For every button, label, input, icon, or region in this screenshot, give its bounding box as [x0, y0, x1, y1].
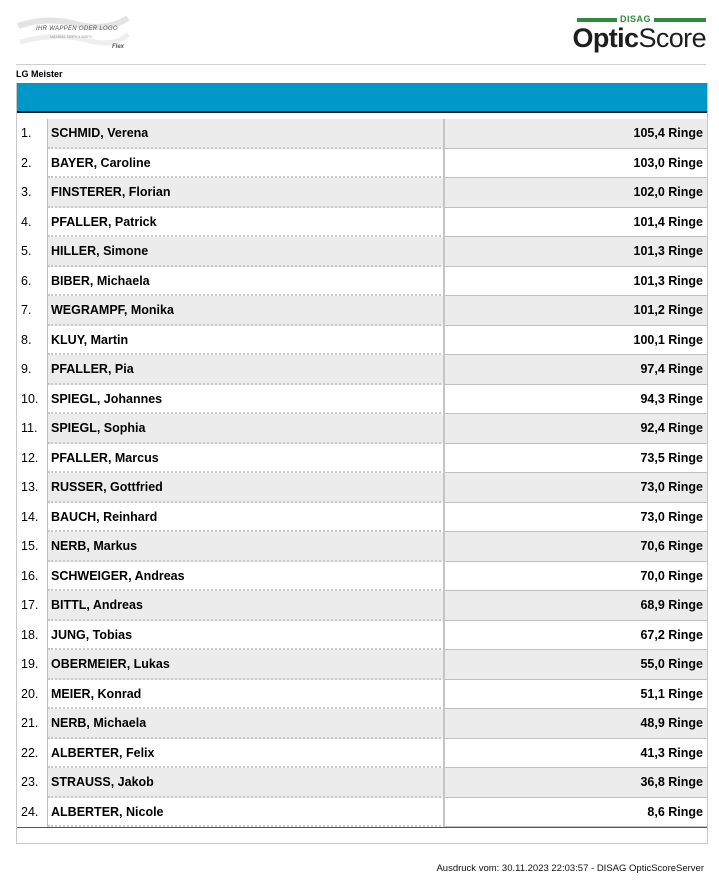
result-row [17, 562, 707, 592]
result-rank: 7. [17, 296, 48, 326]
result-rank: 22. [17, 739, 48, 769]
result-row [17, 237, 707, 267]
result-row [17, 326, 707, 356]
result-score: 73,5 Ringe [445, 444, 707, 474]
result-rank: 4. [17, 208, 48, 238]
result-row [17, 503, 707, 533]
result-rank: 14. [17, 503, 48, 533]
result-rank: 15. [17, 532, 48, 562]
result-score: 41,3 Ringe [445, 739, 707, 769]
result-row [17, 532, 707, 562]
brand-bar-right [654, 18, 706, 22]
result-score: 100,1 Ringe [445, 326, 707, 356]
result-score: 103,0 Ringe [445, 149, 707, 179]
result-score: 68,9 Ringe [445, 591, 707, 621]
result-rank: 17. [17, 591, 48, 621]
result-row [17, 119, 707, 149]
result-row [17, 208, 707, 238]
result-name: BAUCH, Reinhard [48, 503, 445, 533]
result-name: ALBERTER, Nicole [48, 798, 445, 828]
club-logo-placeholder [16, 12, 131, 56]
header-divider [16, 64, 706, 65]
table-footer-spacer [17, 828, 707, 844]
result-rank: 3. [17, 178, 48, 208]
result-rank: 6. [17, 267, 48, 297]
result-row [17, 355, 707, 385]
result-row [17, 680, 707, 710]
competition-title: LG Meister [16, 69, 63, 79]
result-rank: 19. [17, 650, 48, 680]
result-name: KLUY, Martin [48, 326, 445, 356]
result-name: BITTL, Andreas [48, 591, 445, 621]
result-rank: 20. [17, 680, 48, 710]
result-score: 101,3 Ringe [445, 267, 707, 297]
result-score: 105,4 Ringe [445, 119, 707, 149]
result-row [17, 650, 707, 680]
result-row [17, 621, 707, 651]
result-rank: 10. [17, 385, 48, 415]
result-score: 67,2 Ringe [445, 621, 707, 651]
result-row [17, 768, 707, 798]
result-score: 97,4 Ringe [445, 355, 707, 385]
logo-flex-text: Flex [112, 44, 125, 50]
brand-opticscore-text [572, 23, 706, 53]
brand-score: Score [638, 23, 706, 53]
result-row [17, 709, 707, 739]
result-row [17, 444, 707, 474]
result-score: 55,0 Ringe [445, 650, 707, 680]
result-name: RUSSER, Gottfried [48, 473, 445, 503]
result-row [17, 178, 707, 208]
result-row [17, 591, 707, 621]
results-table [16, 83, 708, 844]
disag-opticscore-logo [572, 15, 706, 55]
result-score: 94,3 Ringe [445, 385, 707, 415]
result-rank: 11. [17, 414, 48, 444]
brand-disag-text: DISAG [619, 14, 651, 24]
results-rows [17, 119, 707, 828]
result-rank: 2. [17, 149, 48, 179]
result-name: FINSTERER, Florian [48, 178, 445, 208]
result-name: JUNG, Tobias [48, 621, 445, 651]
result-name: SPIEGL, Johannes [48, 385, 445, 415]
result-score: 101,3 Ringe [445, 237, 707, 267]
result-rank: 12. [17, 444, 48, 474]
result-rank: 16. [17, 562, 48, 592]
result-name: SPIEGL, Sophia [48, 414, 445, 444]
result-row [17, 798, 707, 828]
results-header-bar [17, 83, 707, 113]
result-score: 92,4 Ringe [445, 414, 707, 444]
result-row [17, 739, 707, 769]
result-row [17, 414, 707, 444]
result-row [17, 149, 707, 179]
result-rank: 23. [17, 768, 48, 798]
print-footer: Ausdruck vom: 30.11.2023 22:03:57 - DISAG OpticScoreServer [436, 863, 704, 874]
result-name: STRAUSS, Jakob [48, 768, 445, 798]
result-score: 73,0 Ringe [445, 473, 707, 503]
logo-placeholder-text: IHR WAPPEN ODER LOGO [36, 26, 118, 32]
result-name: HILLER, Simone [48, 237, 445, 267]
result-rank: 9. [17, 355, 48, 385]
result-name: MEIER, Konrad [48, 680, 445, 710]
result-row [17, 385, 707, 415]
result-name: ALBERTER, Felix [48, 739, 445, 769]
result-name: WEGRAMPF, Monika [48, 296, 445, 326]
brand-optic: Optic [572, 23, 639, 53]
result-rank: 13. [17, 473, 48, 503]
result-name: SCHWEIGER, Andreas [48, 562, 445, 592]
logo-placeholder-subtext: MAXIMAL 150PX X 300PX [50, 35, 92, 39]
result-name: NERB, Markus [48, 532, 445, 562]
result-name: NERB, Michaela [48, 709, 445, 739]
result-row [17, 267, 707, 297]
result-name: BAYER, Caroline [48, 149, 445, 179]
result-row [17, 473, 707, 503]
result-name: SCHMID, Verena [48, 119, 445, 149]
result-score: 8,6 Ringe [445, 798, 707, 828]
result-row [17, 296, 707, 326]
result-name: PFALLER, Pia [48, 355, 445, 385]
result-score: 101,2 Ringe [445, 296, 707, 326]
result-score: 36,8 Ringe [445, 768, 707, 798]
result-name: BIBER, Michaela [48, 267, 445, 297]
result-score: 73,0 Ringe [445, 503, 707, 533]
result-score: 70,0 Ringe [445, 562, 707, 592]
result-rank: 21. [17, 709, 48, 739]
result-rank: 18. [17, 621, 48, 651]
result-rank: 8. [17, 326, 48, 356]
result-rank: 1. [17, 119, 48, 149]
result-rank: 5. [17, 237, 48, 267]
result-score: 51,1 Ringe [445, 680, 707, 710]
result-name: PFALLER, Marcus [48, 444, 445, 474]
brand-bar-left [577, 18, 617, 22]
result-rank: 24. [17, 798, 48, 828]
result-score: 48,9 Ringe [445, 709, 707, 739]
result-name: PFALLER, Patrick [48, 208, 445, 238]
result-name: OBERMEIER, Lukas [48, 650, 445, 680]
result-score: 101,4 Ringe [445, 208, 707, 238]
result-score: 102,0 Ringe [445, 178, 707, 208]
result-score: 70,6 Ringe [445, 532, 707, 562]
